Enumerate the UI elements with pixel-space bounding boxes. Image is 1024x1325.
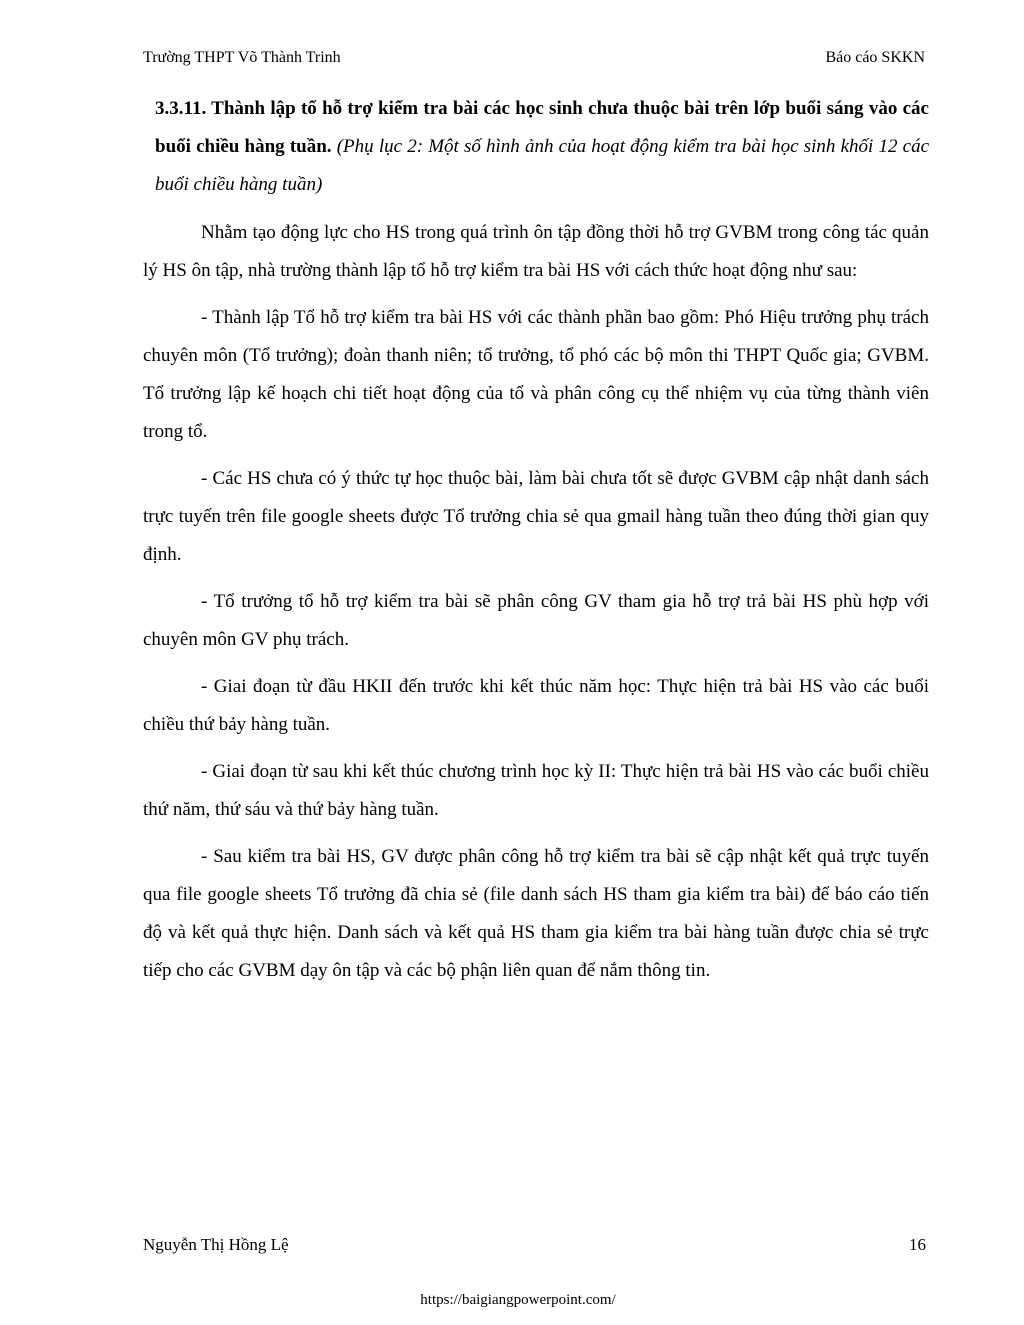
paragraph-item-6: - Sau kiểm tra bài HS, GV được phân công hỗ trợ kiểm tra bài sẽ cập nhật kết quả trực tuyến qua file google sheets Tổ trưởng đã chia sẻ (file danh sách HS tham gia kiểm tra bài) để báo cáo tiến độ và kết quả thực hiện. Danh sách và kết quả HS tham gia kiểm tra bài hàng tuần được chia sẻ trực tiếp cho các GVBM dạy ôn tập và các bộ phận liên quan để nắm thông tin. xyxy=(143,846,929,981)
paragraph-item-4: - Giai đoạn từ đầu HKII đến trước khi kết thúc năm học: Thực hiện trả bài HS vào các buổi chiều thứ bảy hàng tuần. xyxy=(143,676,929,735)
paragraph-item-2: - Các HS chưa có ý thức tự học thuộc bài, làm bài chưa tốt sẽ được GVBM cập nhật danh sách trực tuyến trên file google sheets được Tổ trưởng chia sẻ qua gmail hàng tuần theo đúng thời gian quy định. xyxy=(143,468,929,565)
section-heading-title: 3.3.11. Thành lập tổ hỗ trợ kiểm tra bài các học sinh chưa thuộc bài trên lớp buổi sáng vào các buổi chiều hàng tuần. xyxy=(155,98,929,157)
section-heading-note: (Phụ lục 2: Một số hình ảnh của hoạt động kiểm tra bài học sinh khối 12 các buổi chiều hàng tuần) xyxy=(155,136,930,195)
paragraph-intro: Nhằm tạo động lực cho HS trong quá trình ôn tập đồng thời hỗ trợ GVBM trong công tác quản lý HS ôn tập, nhà trường thành lập tổ hỗ trợ kiểm tra bài HS với cách thức hoạt động như sau: xyxy=(143,222,929,281)
paragraph-item-5: - Giai đoạn từ sau khi kết thúc chương trình học kỳ II: Thực hiện trả bài HS vào các buổi chiều thứ năm, thứ sáu và thứ bảy hàng tuần. xyxy=(143,761,929,820)
watermark-url-link[interactable]: https://baigiangpowerpoint.com/ xyxy=(420,1292,616,1308)
page-body xyxy=(143,90,929,990)
footer-author: Nguyễn Thị Hồng Lệ xyxy=(143,1235,289,1254)
paragraph-item-3: - Tổ trưởng tổ hỗ trợ kiểm tra bài sẽ phân công GV tham gia hỗ trợ trả bài HS phù hợp với chuyên môn GV phụ trách. xyxy=(143,591,929,650)
footer-page-number: 16 xyxy=(909,1235,926,1254)
paragraph-item-1: - Thành lập Tổ hỗ trợ kiểm tra bài HS với các thành phần bao gồm: Phó Hiệu trưởng phụ trách chuyên môn (Tổ trưởng); đoàn thanh niên; tổ trưởng, tổ phó các bộ môn thi THPT Quốc gia; GVBM. Tổ trưởng lập kế hoạch chi tiết hoạt động của tổ và phân công cụ thể nhiệm vụ của từng thành viên trong tổ. xyxy=(143,307,929,442)
header-school-name: Trường THPT Võ Thành Trinh xyxy=(143,49,341,66)
section-heading xyxy=(143,90,929,204)
header-report-title: Báo cáo SKKN xyxy=(825,49,925,66)
